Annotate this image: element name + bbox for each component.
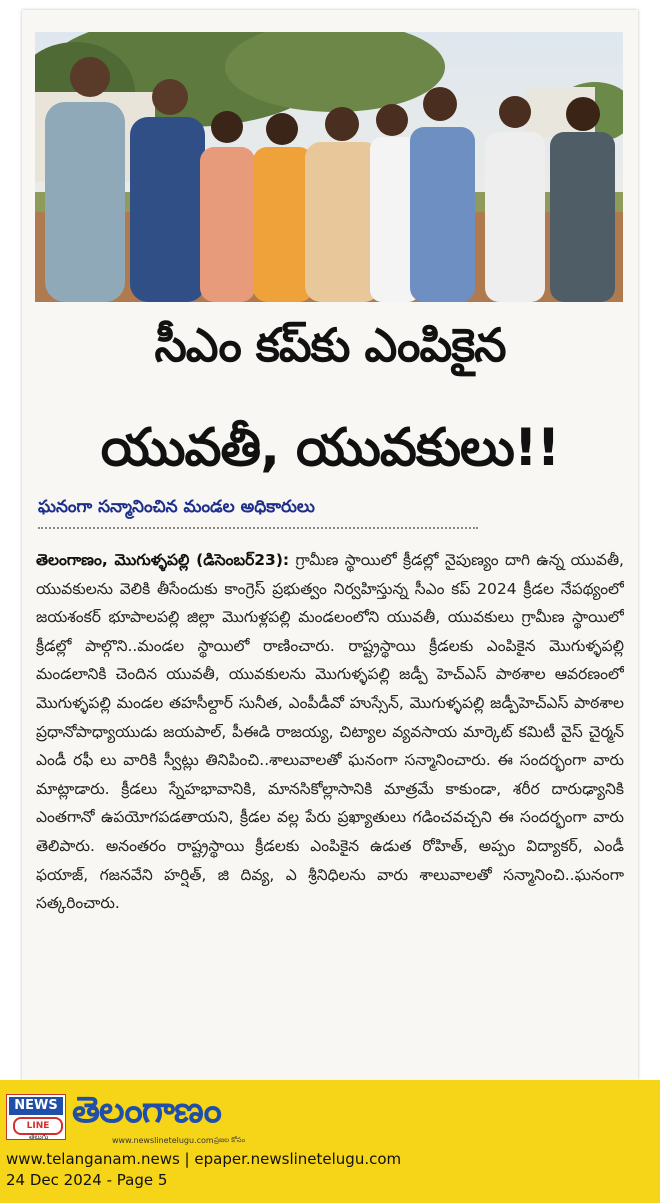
footer-date-page: 24 Dec 2024 - Page 5 [6,1171,168,1189]
footer-banner [0,1080,660,1203]
logo-line-text: LINE [13,1117,63,1135]
headline-line-1: సీఎం కప్‌కు ఎంపికైన [154,318,506,372]
news-photo [35,32,623,302]
logo-news-text: NEWS [9,1097,63,1115]
brand-name: తెలంగాణం [72,1090,221,1131]
headline-line-2: యువతీ, యువకులు!! [100,418,560,478]
article-text: గ్రామీణ స్థాయిలో క్రీడల్లో నైపుణ్యం దాగి ఉన్న యువతీ, యువకులను వెలికి తీసేందుకు కాంగ్రెస్ ప్రభుత్వం నిర్వహిస్తున్న సీఎం కప్ 2024 క్రీడల నేపథ్యంలో జయశంకర్ భూపాలపల్లి జిల్లా మొగుళ్లపల్లి మండలంలోని యువతీ, యువకులు గ్రామీణ స్థాయిలో క్రీడల్లో పాల్గొని..మండల స్థాయిలో రాణించారు. రాష్ట్రస్థాయి క్రీడలకు ఎంపికైన మొగుళ్ళపల్లి మండలానికి చెందిన యువతీ, యువకులను మొగుళ్ళపల్లి జడ్పీ హెచ్ఎస్ పాఠశాల ఆవరణంలో మొగుళ్ళపల్లి మండల తహసీల్దార్ సునీత, ఎంపీడీవో హుస్సేన్, మొగుళ్ళపల్లి జడ్పీహెచ్ఎస్ పాఠశాల ప్రధానోపాధ్యాయుడు జయపాల్, పీఈడి రాజయ్య, చిట్యాల వ్యవసాయ మార్కెట్ కమిటీ వైస్ చైర్మన్ ఎండీ రఫీ లు వారికి స్వీట్లు తినిపించి..శాలువాలతో ఘనంగా సన్మానించారు. ఈ సందర్భంగా వారు మాట్లాడారు. క్రీడలు స్నేహభావానికి, మానసికోల్లాసానికి మాత్రమే కాకుండా, శరీర దారుఢ్యానికి ఎంతగానో ఉపయోగపడతాయని, క్రీడల వల్ల పేరు ప్రఖ్యాతులు గడించవచ్చని ఈ సందర్భంగా వారు తెలిపారు. అనంతరం రాష్ట్రస్థాయి క్రీడలకు ఎంపికైన ఉడుత రోహిత్, అప్పం విద్యాకర్, ఎండీ ఫయాజ్, గజనవేని హర్షిత్, జి దివ్య, ఎ శ్రీనిధిలను వారు శాలువాలతో సన్మానించి..ఘనంగా సత్కరించారు. [36,551,624,913]
footer-links[interactable]: www.telanganam.news | epaper.newslinetelugu.com [6,1150,402,1168]
brand-url[interactable]: www.newslinetelugu.com [112,1136,214,1145]
logo-sub-text: తెలుగు [29,1133,49,1141]
brand-tagline: ప్రజల కోసం [214,1136,246,1144]
newsline-logo[interactable] [6,1094,66,1140]
subheadline: ఘనంగా సన్మానించిన మండల అధికారులు [38,497,478,529]
article-dateline: తెలంగాణం, మొగుళ్ళపల్లి (డిసెంబర్23): [36,551,290,569]
article-body [36,546,624,1066]
newspaper-clipping [22,10,638,1080]
photo-illustration [35,32,623,302]
